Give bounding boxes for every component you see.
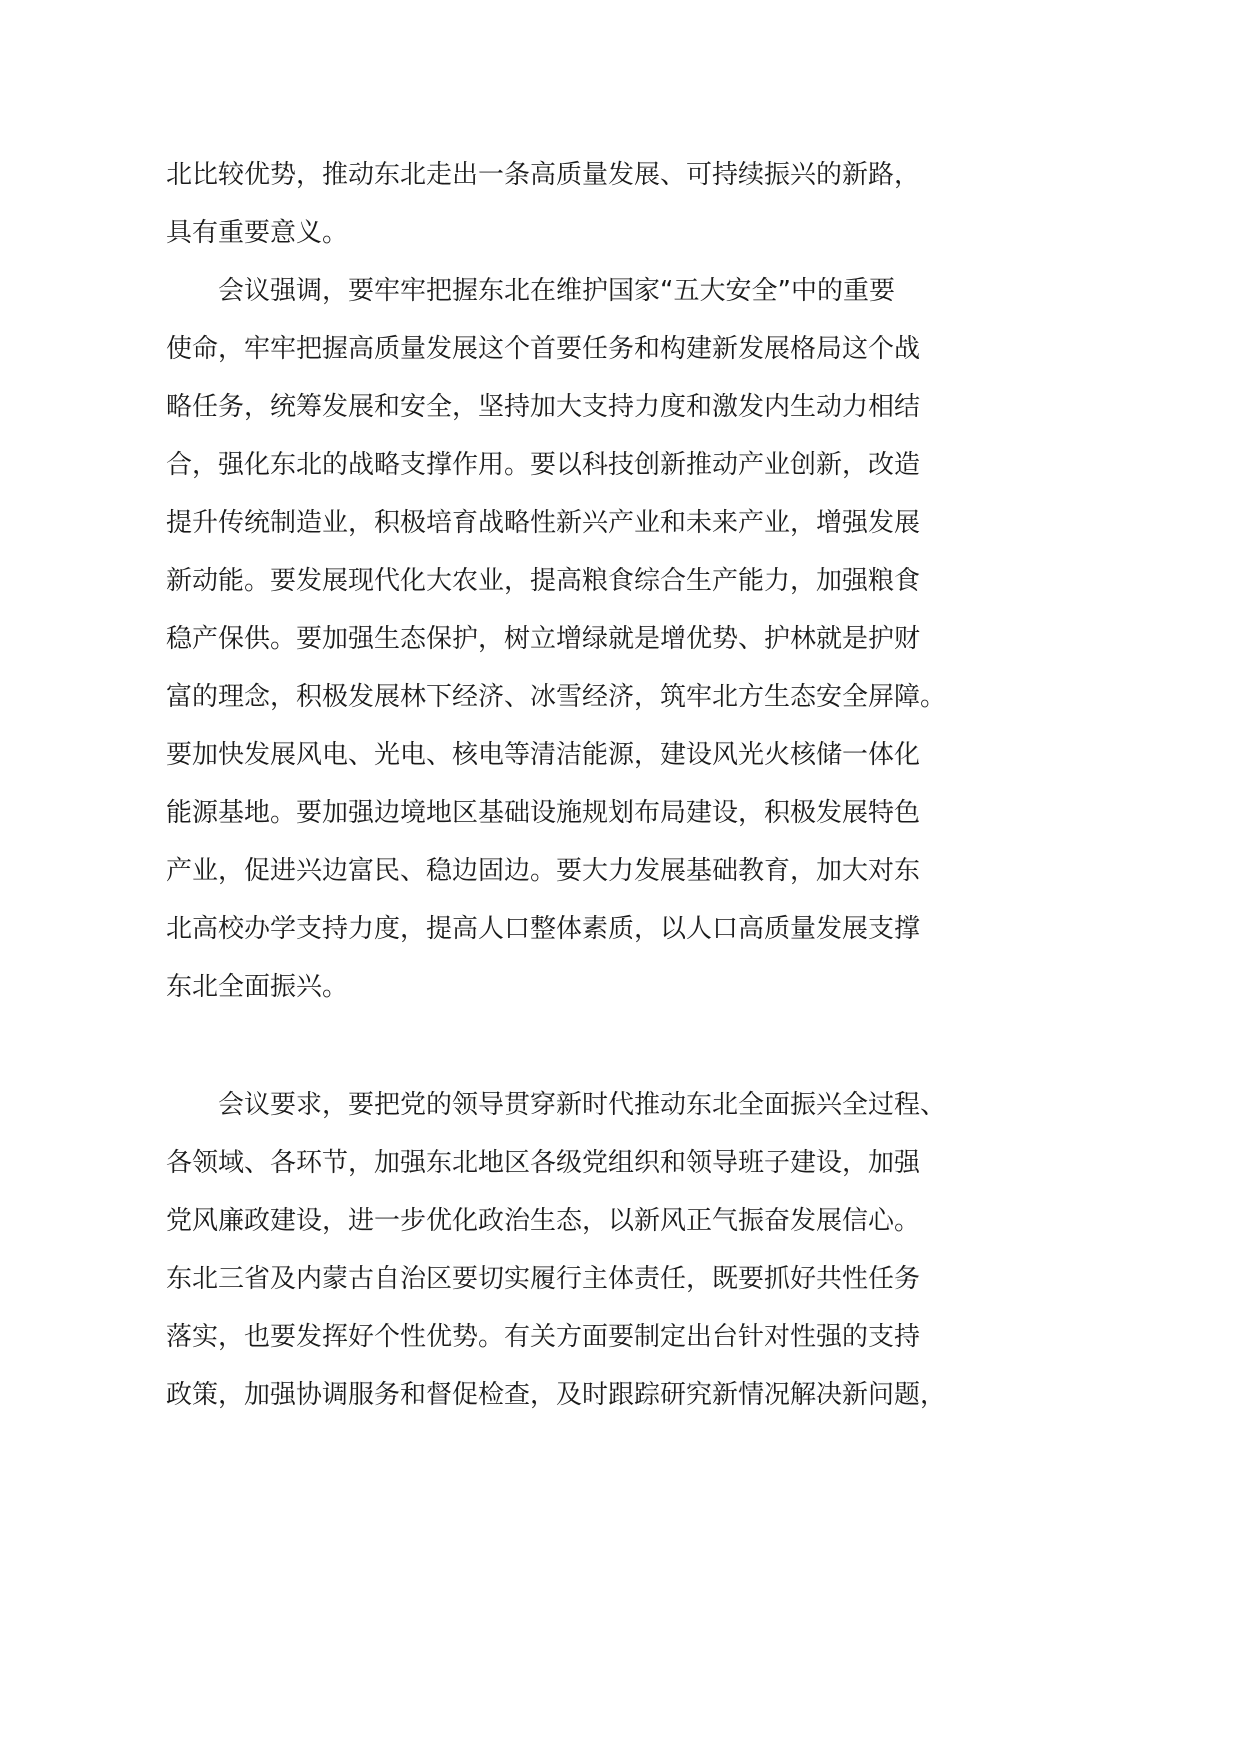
paragraph-2-line-5: 提升传统制造业，积极培育战略性新兴产业和未来产业，增强发展	[166, 508, 921, 538]
paragraph-2-line-12: 北高校办学支持力度，提高人口整体素质，以人口高质量发展支撑	[166, 914, 921, 944]
paragraph-2-line-13: 东北全面振兴。	[166, 972, 349, 1002]
paragraph-3-line-3: 党风廉政建设，进一步优化政治生态，以新风正气振奋发展信心。	[166, 1206, 921, 1236]
paragraph-3-line-2: 各领域、各环节，加强东北地区各级党组织和领导班子建设，加强	[166, 1148, 921, 1178]
paragraph-3-line-5: 落实，也要发挥好个性优势。有关方面要制定出台针对性强的支持	[166, 1322, 921, 1352]
paragraph-3-line-1: 会议要求，要把党的领导贯穿新时代推动东北全面振兴全过程、	[218, 1090, 947, 1120]
paragraph-2-line-3: 略任务，统筹发展和安全，坚持加大支持力度和激发内生动力相结	[166, 392, 921, 422]
paragraph-2-line-1: 会议强调，要牢牢把握东北在维护国家“五大安全”中的重要	[218, 276, 895, 306]
paragraph-2-line-8: 富的理念，积极发展林下经济、冰雪经济，筑牢北方生态安全屏障。	[166, 682, 947, 712]
paragraph-2-line-6: 新动能。要发展现代化大农业，提高粮食综合生产能力，加强粮食	[166, 566, 921, 596]
paragraph-3-line-6: 政策，加强协调服务和督促检查，及时跟踪研究新情况解决新问题，	[166, 1380, 947, 1410]
paragraph-1-line-1: 北比较优势，推动东北走出一条高质量发展、可持续振兴的新路，	[166, 160, 921, 190]
paragraph-2-line-7: 稳产保供。要加强生态保护，树立增绿就是增优势、护林就是护财	[166, 624, 921, 654]
paragraph-2-line-10: 能源基地。要加强边境地区基础设施规划布局建设，积极发展特色	[166, 798, 921, 828]
paragraph-1-line-2: 具有重要意义。	[166, 218, 349, 248]
paragraph-3-line-4: 东北三省及内蒙古自治区要切实履行主体责任，既要抓好共性任务	[166, 1264, 921, 1294]
paragraph-2-line-2: 使命，牢牢把握高质量发展这个首要任务和构建新发展格局这个战	[166, 334, 921, 364]
paragraph-2-line-4: 合，强化东北的战略支撑作用。要以科技创新推动产业创新，改造	[166, 450, 921, 480]
paragraph-2-line-9: 要加快发展风电、光电、核电等清洁能源，建设风光火核储一体化	[166, 740, 921, 770]
paragraph-2-line-11: 产业，促进兴边富民、稳边固边。要大力发展基础教育，加大对东	[166, 856, 921, 886]
